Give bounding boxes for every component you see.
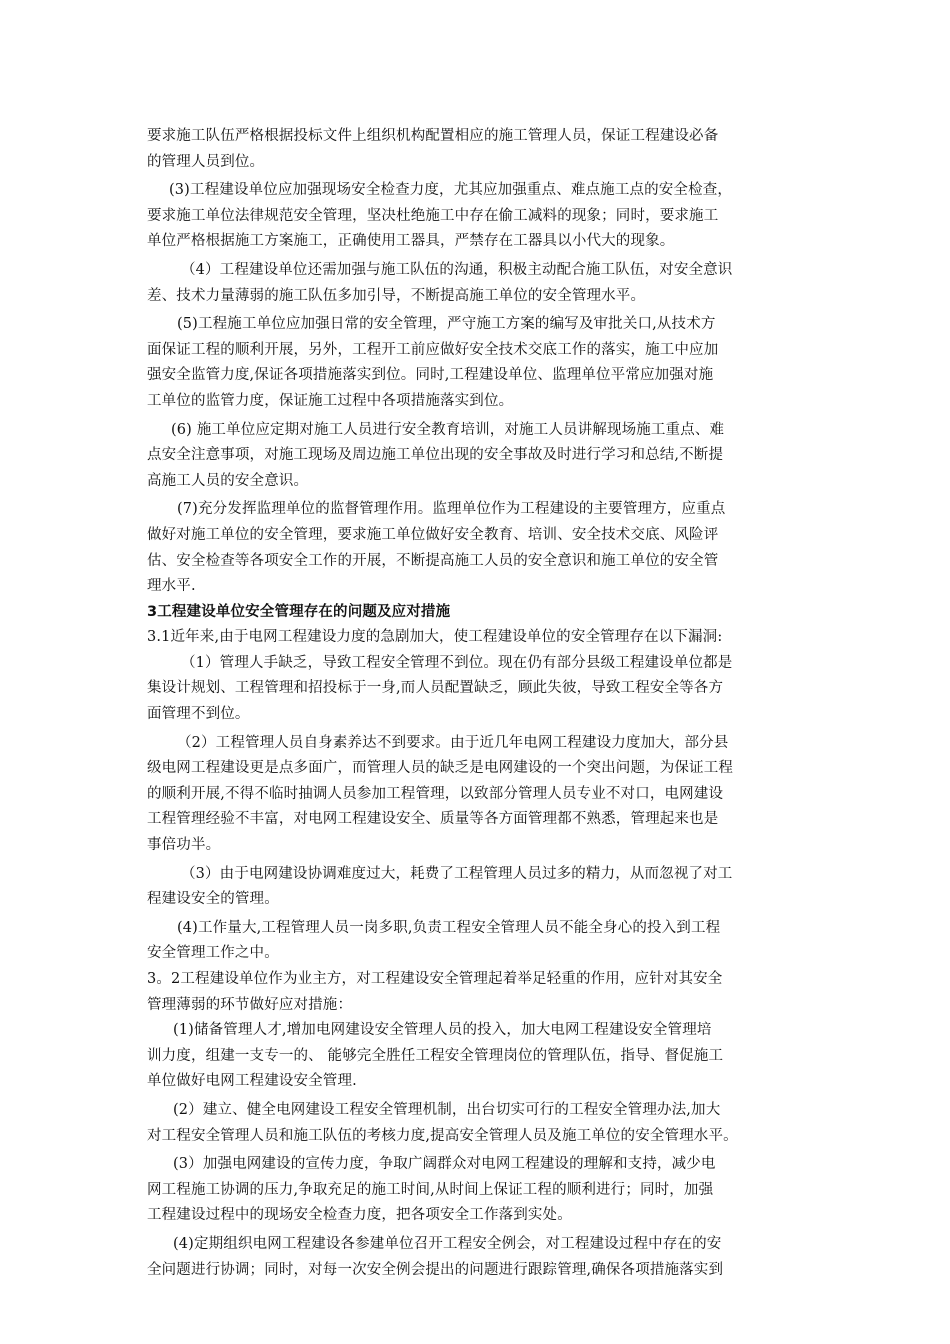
text-line: 程建设安全的管理。 xyxy=(147,891,279,908)
text-line: (5)工程施工单位应加强日常的安全管理，严守施工方案的编写及审批关口,从技术方 xyxy=(177,316,716,333)
text-line: (6) 施工单位应定期对施工人员进行安全教育培训，对施工人员讲解现场施工重点、难 xyxy=(171,421,725,438)
text-line: 安全管理工作之中。 xyxy=(147,945,279,962)
text-line: 级电网工程建设更是点多面广，而管理人员的缺乏是电网建设的一个突出问题，为保证工程 xyxy=(147,760,733,777)
document-page xyxy=(147,124,812,1283)
text-line: 管理薄弱的环节做好应对措施： xyxy=(147,996,353,1013)
text-line: (3）加强电网建设的宣传力度，争取广阔群众对电网工程建设的理解和支持，减少电 xyxy=(173,1156,716,1173)
text-line: 全问题进行协调；同时，对每一次安全例会提出的问题进行跟踪管理,确保各项措施落实到 xyxy=(147,1261,724,1278)
text-line: （2）工程管理人员自身素养达不到要求。由于近几年电网工程建设力度加大，部分县 xyxy=(177,734,729,751)
text-line: 强安全监管力度,保证各项措施落实到位。同时,工程建设单位、监理单位平常应加强对施 xyxy=(147,367,714,384)
text-line: 工程建设过程中的现场安全检查力度，把各项安全工作落到实处。 xyxy=(147,1207,572,1224)
text-line: 理水平. xyxy=(147,578,196,595)
text-line: 集设计规划、工程管理和招投标于一身,而人员配置缺乏，顾此失彼，导致工程安全等各方 xyxy=(147,680,724,697)
text-line: 面管理不到位。 xyxy=(147,706,250,723)
text-line: 的顺利开展,不得不临时抽调人员参加工程管理，以致部分管理人员专业不对口，电网建设 xyxy=(147,785,724,802)
text-line: （1）管理人手缺乏，导致工程安全管理不到位。现在仍有部分县级工程建设单位都是 xyxy=(181,654,733,671)
text-line: 差、技术力量薄弱的施工队伍多加引导，不断提高施工单位的安全管理水平。 xyxy=(147,287,646,304)
text-line: （4）工程建设单位还需加强与施工队伍的沟通，积极主动配合施工队伍，对安全意识 xyxy=(181,261,733,278)
text-line: (4)定期组织电网工程建设各参建单位召开工程安全例会，对工程建设过程中存在的安 xyxy=(173,1235,722,1252)
text-line: 面保证工程的顺利开展，另外，工程开工前应做好安全技术交底工作的落实，施工中应加 xyxy=(147,341,719,358)
text-line: 事倍功半。 xyxy=(147,837,221,854)
text-line: 的管理人员到位。 xyxy=(147,153,265,170)
text-line: （3）由于电网建设协调难度过大，耗费了工程管理人员过多的精力，从而忽视了对工 xyxy=(181,865,733,882)
text-line: 高施工人员的安全意识。 xyxy=(147,472,309,489)
text-line: 做好对施工单位的安全管理，要求施工单位做好安全教育、培训、安全技术交底、风险评 xyxy=(147,526,719,543)
text-line: 3。2工程建设单位作为业主方，对工程建设安全管理起着举足轻重的作用，应针对其安全 xyxy=(147,971,723,987)
text-line: 网工程施工协调的压力,争取充足的施工时间,从时间上保证工程的顺利进行；同时，加强 xyxy=(147,1181,714,1198)
text-line: 要求施工单位法律规范安全管理，坚决杜绝施工中存在偷工减料的现象；同时，要求施工 xyxy=(147,207,719,224)
text-line: (4)工作量大,工程管理人员一岗多职,负责工程安全管理人员不能全身心的投入到工程 xyxy=(177,919,721,936)
text-line: 单位严格根据施工方案施工，正确使用工器具，严禁存在工器具以小代大的现象。 xyxy=(147,233,675,250)
text-line: 3.1近年来,由于电网工程建设力度的急剧加大，使工程建设单位的安全管理存在以下漏洞: xyxy=(147,629,723,646)
section-heading: 3工程建设单位安全管理存在的问题及应对措施 xyxy=(147,603,451,620)
text-line: 训力度，组建一支专一的、 能够完全胜任工程安全管理岗位的管理队伍，指导、督促施工 xyxy=(147,1047,724,1064)
text-line: 工单位的监管力度，保证施工过程中各项措施落实到位。 xyxy=(147,392,514,409)
text-line: 对工程安全管理人员和施工队伍的考核力度,提高安全管理人员及施工单位的安全管理水平。 xyxy=(147,1127,738,1144)
text-line: (7)充分发挥监理单位的监督管理作用。监理单位作为工程建设的主要管理方，应重点 xyxy=(177,501,726,518)
text-line: 工程管理经验不丰富，对电网工程建设安全、质量等各方面管理都不熟悉，管理起来也是 xyxy=(147,811,719,828)
text-line: (3)工程建设单位应加强现场安全检查力度，尤其应加强重点、难点施工点的安全检查， xyxy=(169,182,733,199)
text-line: 估、安全检查等各项安全工作的开展，不断提高施工人员的安全意识和施工单位的安全管 xyxy=(147,552,719,569)
text-line: (1)储备管理人才,增加电网建设安全管理人员的投入，加大电网工程建设安全管理培 xyxy=(173,1022,712,1039)
text-line: (2）建立、健全电网建设工程安全管理机制，出台切实可行的工程安全管理办法,加大 xyxy=(173,1101,721,1118)
text-line: 单位做好电网工程建设安全管理. xyxy=(147,1073,357,1090)
text-line: 要求施工队伍严格根据投标文件上组织机构配置相应的施工管理人员，保证工程建设必备 xyxy=(147,128,719,144)
text-line: 点安全注意事项，对施工现场及周边施工单位出现的安全事故及时进行学习和总结,不断提 xyxy=(147,447,724,464)
